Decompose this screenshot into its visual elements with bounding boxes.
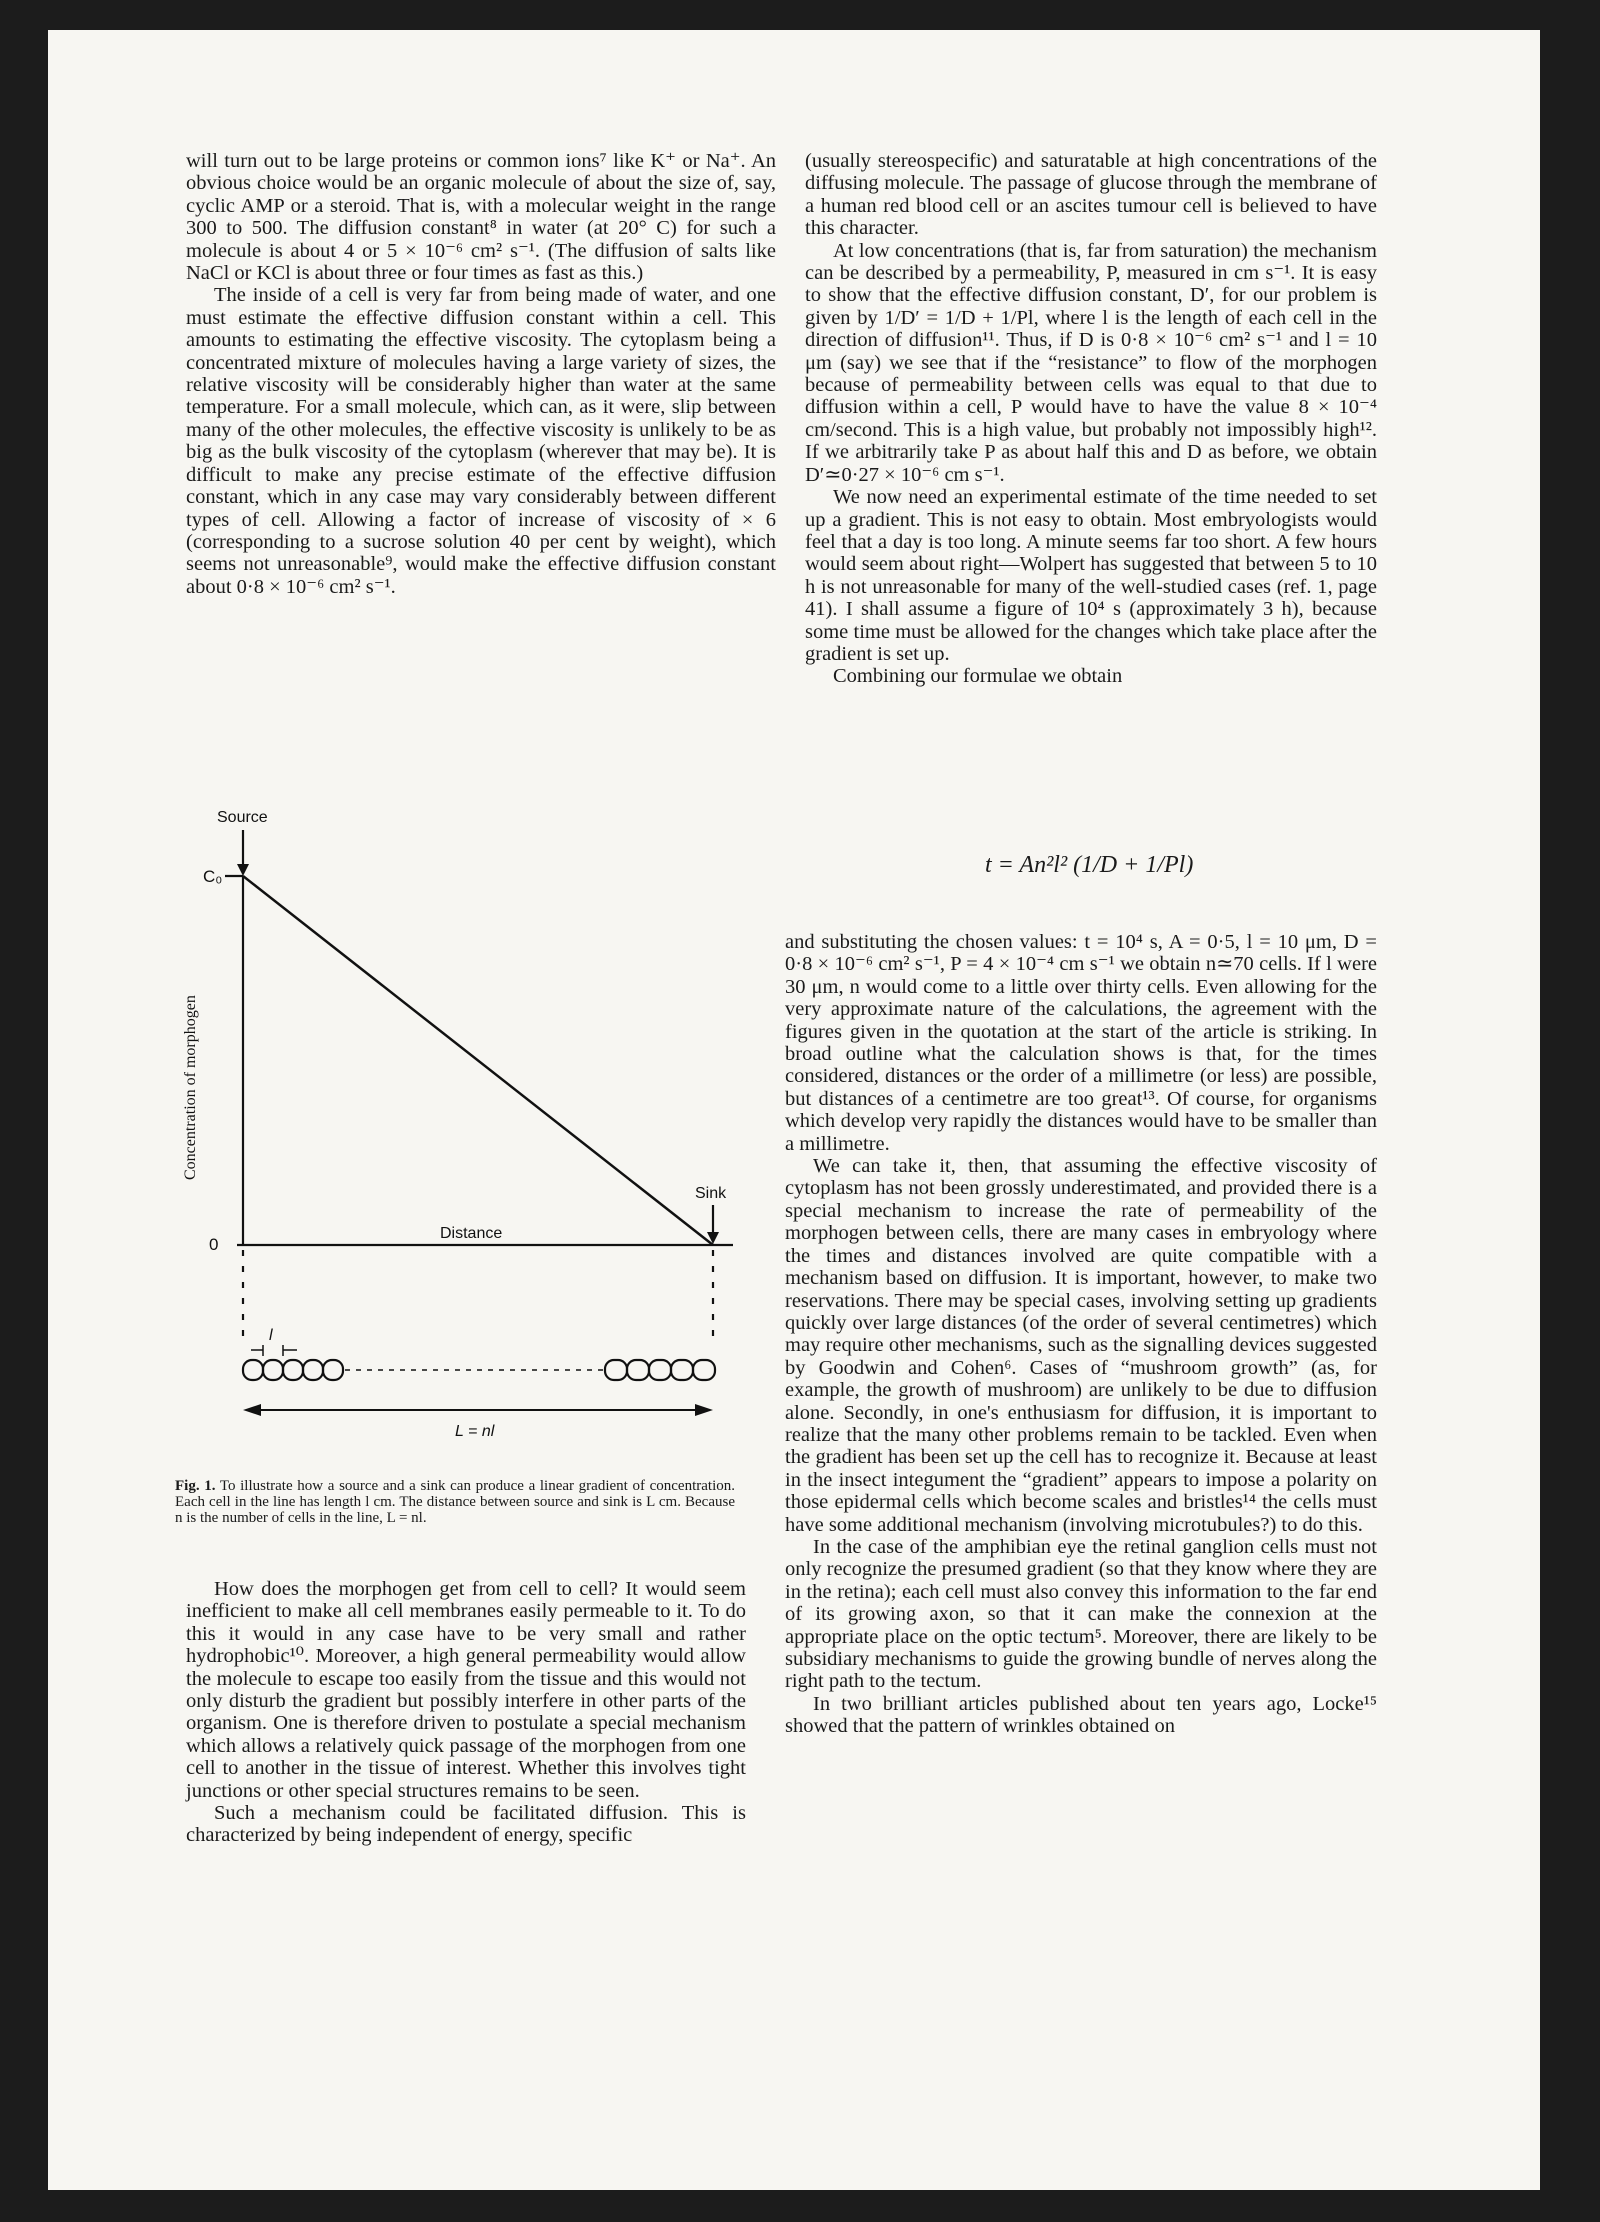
left-column bbox=[186, 150, 776, 598]
left-column-bottom bbox=[186, 1578, 746, 1847]
paragraph: In the case of the amphibian eye the retinal ganglion cells must not only recognize the presumed gradient (so that they know where they are in the retina); each cell must also convey this information to the far end of its growing axon, so that it can make the connexion at the appropriate place on the optic tectum⁵. Moreover, there are likely to be subsidiary mechanisms to guide the growing bundle of nerves along the right path to the tectum. bbox=[785, 1535, 1377, 1693]
sink-label: Sink bbox=[695, 1185, 727, 1202]
paragraph: will turn out to be large proteins or common ions⁷ like K⁺ or Na⁺. An obvious choice would be an organic molecule of about the size of, say, cyclic AMP or a steroid. That is, with a molecular weight in the range 300 to 500. The diffusion constant⁸ in water (at 20° C) for such a molecule is about 4 or 5 × 10⁻⁶ cm² s⁻¹. (The diffusion of salts like NaCl or KCl is about three or four times as fast as this.) bbox=[186, 150, 776, 285]
caption-text: To illustrate how a source and a sink can produce a linear gradient of concentration. Each cell in the line has length l cm. The distance between source and sink is L cm. Because n is the number of cells in the line, L = nl. bbox=[175, 1478, 735, 1526]
equation: t = An²l² (1/D + 1/Pl) bbox=[985, 852, 1194, 878]
paragraph: (usually stereospecific) and saturatable at high concentrations of the diffusing molecule. The passage of glucose through the membrane of a human red blood cell or an ascites tumour cell is believed to have this character. bbox=[805, 150, 1377, 240]
caption-lead: Fig. 1. bbox=[175, 1478, 216, 1494]
right-column bbox=[805, 150, 1377, 688]
paragraph: Such a mechanism could be facilitated diffusion. This is characterized by being independent of energy, specific bbox=[186, 1802, 746, 1847]
paragraph: How does the morphogen get from cell to cell? It would seem inefficient to make all cell membranes easily permeable to it. To do this it would in any case have to be very small and rather hydrophobic¹⁰. Moreover, a high general permeability would allow the molecule to escape too easily from the tissue and this would not only disturb the gradient but possibly interfere in other parts of the organism. One is therefore driven to postulate a special mechanism which allows a relatively quick passage of the morphogen from one cell to another in the tissue of interest. Whether this involves tight junctions or other special structures remains to be seen. bbox=[186, 1578, 746, 1802]
cell-row-left bbox=[243, 1360, 343, 1380]
paragraph: We now need an experimental estimate of the time needed to set up a gradient. This is not easy to obtain. Most embryologists would feel that a day is too long. A minute seems far too short. A few hours would seem about right—Wolpert has suggested that between 5 to 10 h is not unreasonable for many of the well-studied cases (ref. 1, page 41). I shall assume a figure of 10⁴ s (approximately 3 h), because some time must be allowed for the changes which take place after the gradient is set up. bbox=[805, 486, 1377, 665]
cell-length-label: l bbox=[269, 1327, 273, 1344]
gradient-line bbox=[243, 876, 713, 1245]
paragraph: and substituting the chosen values: t = 10⁴ s, A = 0·5, l = 10 μm, D = 0·8 × 10⁻⁶ cm² s⁻¹, P = 4 × 10⁻⁴ cm s⁻¹ we obtain n≃70 cells. If l were 30 μm, n would come to a little over thirty cells. Even allowing for the very approximate nature of the calculations, the agreement with the figures given in the quotation at the start of the article is striking. In broad outline what the calculation shows is that, for the times considered, distances or the order of a millimetre (or less) are possible, but distances of a centimetre are too great¹³. Of course, for organisms which develop very rapidly the distances would have to be smaller than a millimetre. bbox=[785, 931, 1377, 1155]
paragraph: We can take it, then, that assuming the effective viscosity of cytoplasm has not been grossly underestimated, and provided there is a special mechanism to increase the rate of permeability of the morphogen between cells, there are many cases in embryology where the times and distances involved are quite compatible with a mechanism based on diffusion. It is important, however, to make two reservations. There may be special cases, involving setting up gradients quickly over large distances (of the order of several centimetres) which may require other mechanisms, such as the signalling devices suggested by Goodwin and Cohen⁶. Cases of “mushroom growth” (as, for example, the growth of mushroom) are unlikely to be due to diffusion alone. Secondly, in one's enthusiasm for diffusion, it is important to realize that the many other problems remain to be tackled. Even when the gradient has been set up the cell has to recognize it. Because at least in the insect integument the “gradient” appears to impose a polarity on those epidermal cells which become scales and bristles¹⁴ the cells must have some additional mechanism (involving microtubules?) to do this. bbox=[785, 1155, 1377, 1536]
right-column-bottom bbox=[785, 931, 1377, 1738]
c0-label: C₀ bbox=[203, 867, 223, 886]
paragraph: Combining our formulae we obtain bbox=[833, 665, 1123, 688]
total-length-label: L = nl bbox=[455, 1423, 495, 1440]
paragraph: At low concentrations (that is, far from saturation) the mechanism can be described by a permeability, P, measured in cm s⁻¹. It is easy to show that the effective diffusion constant, D′, for our problem is given by 1/D′ = 1/D + 1/Pl, where l is the length of each cell in the direction of diffusion¹¹. Thus, if D is 0·8 × 10⁻⁶ cm² s⁻¹ and l = 10 μm (say) we see that if the “resistance” to flow of the morphogen because of permeability between cells was equal to that due to diffusion within a cell, P would have to have the value 8 × 10⁻⁴ cm/second. This is a high value, but probably not impossibly high¹². If we arbitrarily take P as about half this and D as before, we obtain D′≃0·27 × 10⁻⁶ cm s⁻¹. bbox=[805, 239, 1377, 486]
y-axis-label: Concentration of morphogen bbox=[182, 995, 199, 1180]
source-label: Source bbox=[217, 809, 268, 826]
paragraph: The inside of a cell is very far from being made of water, and one must estimate the effective diffusion constant within a cell. This amounts to estimating the effective viscosity. The cytoplasm being a concentrated mixture of molecules having a large variety of sizes, the relative viscosity will be considerably higher than water at the same temperature. For a small molecule, which can, as it were, slip between many of the other molecules, the effective viscosity is unlikely to be as big as the bulk viscosity of the cytoplasm (wherever that may be). It is difficult to make any precise estimate of the effective diffusion constant, which in any case may vary considerably between different types of cell. Allowing a factor of increase of viscosity of × 6 (corresponding to a sucrose solution 40 per cent by weight), which seems not unreasonable⁹, would make the effective diffusion constant about 0·8 × 10⁻⁶ cm² s⁻¹. bbox=[186, 284, 776, 598]
figure-caption bbox=[175, 1478, 735, 1526]
zero-label: 0 bbox=[209, 1235, 219, 1254]
paragraph: In two brilliant articles published about ten years ago, Locke¹⁵ showed that the pattern of wrinkles obtained on bbox=[785, 1692, 1377, 1738]
gradient-figure bbox=[165, 800, 765, 1480]
cell-row-right bbox=[605, 1360, 715, 1380]
distance-label: Distance bbox=[440, 1225, 503, 1242]
